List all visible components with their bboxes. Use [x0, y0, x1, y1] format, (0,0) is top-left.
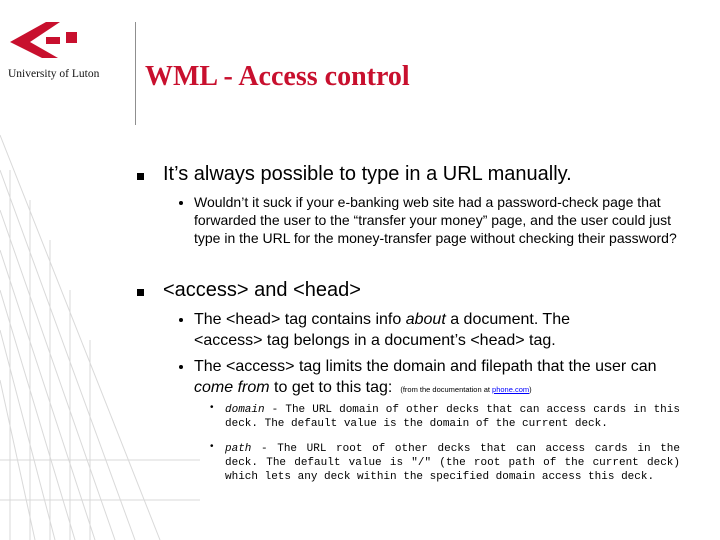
header-divider: [135, 22, 136, 125]
round-bullet-icon: [179, 365, 183, 369]
slide-title: WML - Access control: [145, 61, 410, 92]
logo-text: University of Luton: [8, 68, 100, 80]
bullet-1-text: It’s always possible to type in a URL manually.: [163, 163, 572, 185]
university-logo-mark-icon: [8, 18, 88, 60]
round-bullet-icon: [179, 318, 183, 322]
small-bullet-icon: •: [210, 402, 214, 413]
square-bullet-icon: [137, 173, 144, 180]
documentation-note: (from the documentation at phone.com): [400, 385, 532, 394]
bullet-2-text: <access> and <head>: [163, 279, 361, 301]
building-watermark: [0, 130, 200, 540]
bullet-2-sub-2: The <access> tag limits the domain and filepath that the user can come from to get to this tag: (from the documentation at phone.com): [194, 358, 657, 396]
round-bullet-icon: [179, 201, 183, 205]
square-bullet-icon: [137, 289, 144, 296]
bullet-2-sub-1: The <head> tag contains info about a document. The <access> tag belongs in a document’s <head> tag.: [194, 311, 570, 349]
bullet-1-sub-1: Wouldn’t it suck if your e-banking web site had a password-check page that forwarded the user to the “transfer your money” page, and the user could just type in the URL for the money-transfer page without checking their password?: [194, 194, 677, 246]
small-bullet-icon: •: [210, 441, 214, 452]
university-logo: [8, 18, 126, 98]
path-description: path - The URL root of other decks that can access cards in the deck. The default value is "/" (the root path of the current deck) which lets any deck within the specified domain access this deck.: [225, 443, 680, 483]
phone-com-link[interactable]: phone.com: [492, 385, 530, 394]
domain-description: domain - The URL domain of other decks that can access cards in this deck. The default value is the domain of the current deck.: [225, 404, 680, 430]
